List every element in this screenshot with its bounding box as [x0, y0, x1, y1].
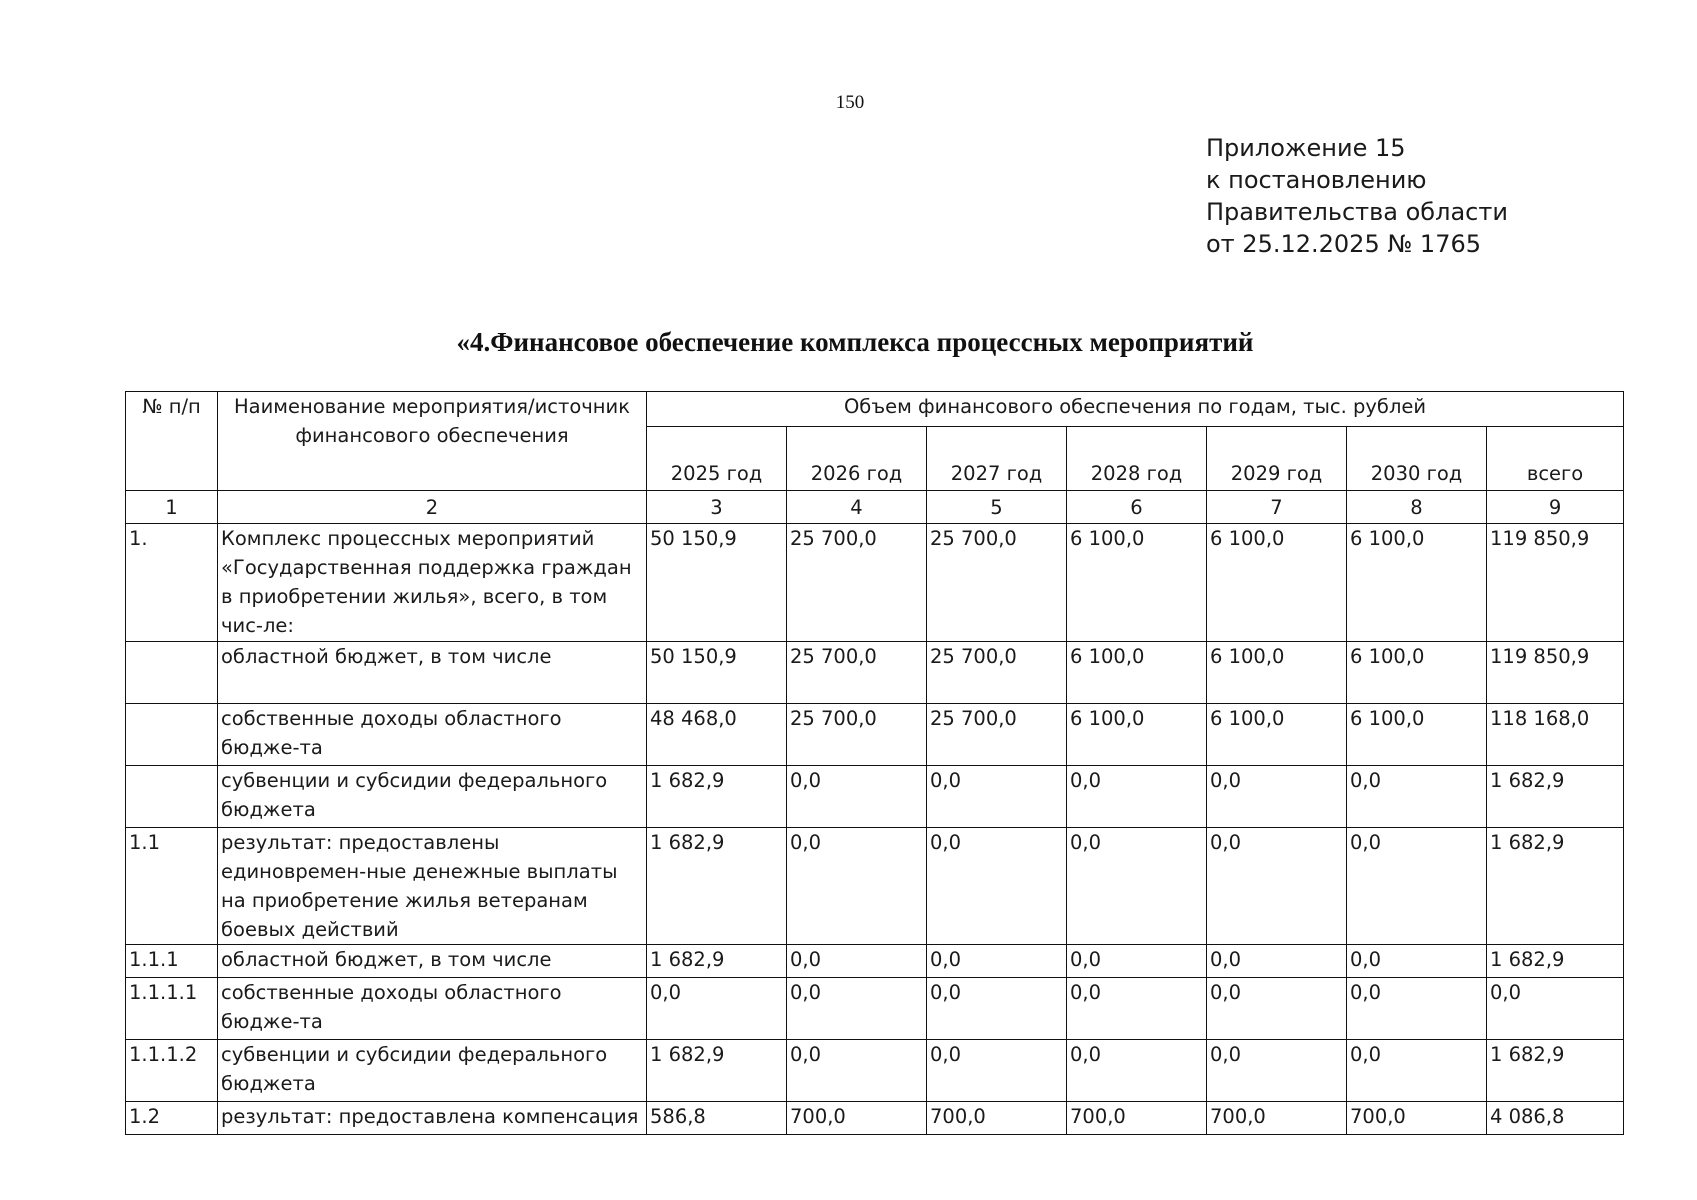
page-number: 150 [835, 92, 865, 113]
value-2025: 1 682,9 [647, 1040, 787, 1102]
column-index: 5 [927, 491, 1067, 524]
value-2027: 0,0 [927, 1040, 1067, 1102]
value-2028: 700,0 [1067, 1102, 1207, 1135]
value-2027: 0,0 [927, 828, 1067, 945]
value-total: 4 086,8 [1487, 1102, 1624, 1135]
row-number: 1.1.1 [126, 945, 218, 978]
column-index: 4 [787, 491, 927, 524]
row-number: 1.2 [126, 1102, 218, 1135]
value-2025: 1 682,9 [647, 766, 787, 828]
value-2027: 25 700,0 [927, 704, 1067, 766]
value-2028: 6 100,0 [1067, 642, 1207, 704]
table-row [126, 1040, 1624, 1102]
header-name: Наименование мероприятия/источник финансового обеспечения [218, 392, 647, 491]
value-2025: 50 150,9 [647, 524, 787, 642]
value-total: 0,0 [1487, 978, 1624, 1040]
value-2029: 6 100,0 [1207, 642, 1347, 704]
value-2026: 0,0 [787, 828, 927, 945]
header-funding-volume: Объем финансового обеспечения по годам, тыс. рублей [647, 392, 1624, 427]
header-total: всего [1487, 427, 1624, 491]
row-name: субвенции и субсидии федерального бюджета [218, 766, 647, 828]
header-year-2029: 2029 год [1207, 427, 1347, 491]
value-2027: 0,0 [927, 766, 1067, 828]
value-total: 119 850,9 [1487, 642, 1624, 704]
value-2029: 0,0 [1207, 978, 1347, 1040]
value-2025: 1 682,9 [647, 828, 787, 945]
value-2026: 0,0 [787, 978, 927, 1040]
table-row [126, 524, 1624, 642]
value-2030: 0,0 [1347, 828, 1487, 945]
appendix-line-2: к постановлению [1206, 166, 1427, 194]
column-index-row [126, 491, 1624, 524]
value-2026: 25 700,0 [787, 704, 927, 766]
table-row [126, 704, 1624, 766]
header-year-2030: 2030 год [1347, 427, 1487, 491]
appendix-block [1206, 132, 1508, 260]
header-year-2027: 2027 год [927, 427, 1067, 491]
value-2029: 0,0 [1207, 766, 1347, 828]
row-name: областной бюджет, в том числе [218, 945, 647, 978]
value-2026: 25 700,0 [787, 642, 927, 704]
header-year-2028: 2028 год [1067, 427, 1207, 491]
value-2026: 0,0 [787, 766, 927, 828]
value-2027: 700,0 [927, 1102, 1067, 1135]
row-number [126, 766, 218, 828]
value-total: 1 682,9 [1487, 1040, 1624, 1102]
value-2027: 25 700,0 [927, 524, 1067, 642]
row-name: результат: предоставлены единовремен-ные денежные выплаты на приобретение жилья ветеранам боевых действий [218, 828, 647, 945]
value-2030: 6 100,0 [1347, 642, 1487, 704]
row-number: 1.1.1.1 [126, 978, 218, 1040]
value-2025: 1 682,9 [647, 945, 787, 978]
column-index: 2 [218, 491, 647, 524]
column-index: 7 [1207, 491, 1347, 524]
header-number: № п/п [126, 392, 218, 491]
value-2030: 0,0 [1347, 1040, 1487, 1102]
value-2028: 0,0 [1067, 828, 1207, 945]
value-total: 1 682,9 [1487, 766, 1624, 828]
value-2029: 700,0 [1207, 1102, 1347, 1135]
value-2030: 0,0 [1347, 945, 1487, 978]
value-2030: 0,0 [1347, 978, 1487, 1040]
value-2028: 0,0 [1067, 1040, 1207, 1102]
row-name: собственные доходы областного бюдже-та [218, 978, 647, 1040]
value-2030: 0,0 [1347, 766, 1487, 828]
column-index: 1 [126, 491, 218, 524]
table-row [126, 642, 1624, 704]
row-number [126, 704, 218, 766]
value-2028: 6 100,0 [1067, 704, 1207, 766]
row-name: Комплекс процессных мероприятий «Государственная поддержка граждан в приобретении жилья», всего, в том чис-ле: [218, 524, 647, 642]
value-2029: 6 100,0 [1207, 524, 1347, 642]
table-row [126, 978, 1624, 1040]
row-name: собственные доходы областного бюдже-та [218, 704, 647, 766]
table-row [126, 766, 1624, 828]
row-number: 1.1.1.2 [126, 1040, 218, 1102]
value-2028: 0,0 [1067, 978, 1207, 1040]
row-number [126, 642, 218, 704]
value-2026: 700,0 [787, 1102, 927, 1135]
value-2030: 700,0 [1347, 1102, 1487, 1135]
value-2027: 0,0 [927, 978, 1067, 1040]
value-2028: 0,0 [1067, 766, 1207, 828]
value-2027: 0,0 [927, 945, 1067, 978]
appendix-line-4: от 25.12.2025 № 1765 [1206, 230, 1482, 258]
value-2025: 0,0 [647, 978, 787, 1040]
value-2026: 0,0 [787, 1040, 927, 1102]
document-title: «4.Финансовое обеспечение комплекса процессных мероприятий [456, 327, 1254, 357]
value-2029: 0,0 [1207, 828, 1347, 945]
column-index: 9 [1487, 491, 1624, 524]
appendix-line-3: Правительства области [1206, 198, 1508, 226]
column-index: 6 [1067, 491, 1207, 524]
value-2026: 25 700,0 [787, 524, 927, 642]
financing-table [125, 391, 1624, 1135]
value-2030: 6 100,0 [1347, 704, 1487, 766]
value-2027: 25 700,0 [927, 642, 1067, 704]
table-row [126, 828, 1624, 945]
row-number: 1.1 [126, 828, 218, 945]
header-row-top [126, 392, 1624, 427]
table-row [126, 945, 1624, 978]
value-2025: 586,8 [647, 1102, 787, 1135]
value-2025: 48 468,0 [647, 704, 787, 766]
column-index: 8 [1347, 491, 1487, 524]
row-name: областной бюджет, в том числе [218, 642, 647, 704]
row-name: субвенции и субсидии федерального бюджета [218, 1040, 647, 1102]
value-2028: 6 100,0 [1067, 524, 1207, 642]
value-2028: 0,0 [1067, 945, 1207, 978]
value-2030: 6 100,0 [1347, 524, 1487, 642]
value-2026: 0,0 [787, 945, 927, 978]
row-name: результат: предоставлена компенсация [218, 1102, 647, 1135]
value-total: 1 682,9 [1487, 828, 1624, 945]
column-index: 3 [647, 491, 787, 524]
value-total: 1 682,9 [1487, 945, 1624, 978]
table-row [126, 1102, 1624, 1135]
appendix-line-1: Приложение 15 [1206, 134, 1406, 162]
row-number: 1. [126, 524, 218, 642]
value-2029: 0,0 [1207, 945, 1347, 978]
value-2029: 0,0 [1207, 1040, 1347, 1102]
value-2029: 6 100,0 [1207, 704, 1347, 766]
header-year-2025: 2025 год [647, 427, 787, 491]
value-2025: 50 150,9 [647, 642, 787, 704]
header-year-2026: 2026 год [787, 427, 927, 491]
value-total: 118 168,0 [1487, 704, 1624, 766]
value-total: 119 850,9 [1487, 524, 1624, 642]
